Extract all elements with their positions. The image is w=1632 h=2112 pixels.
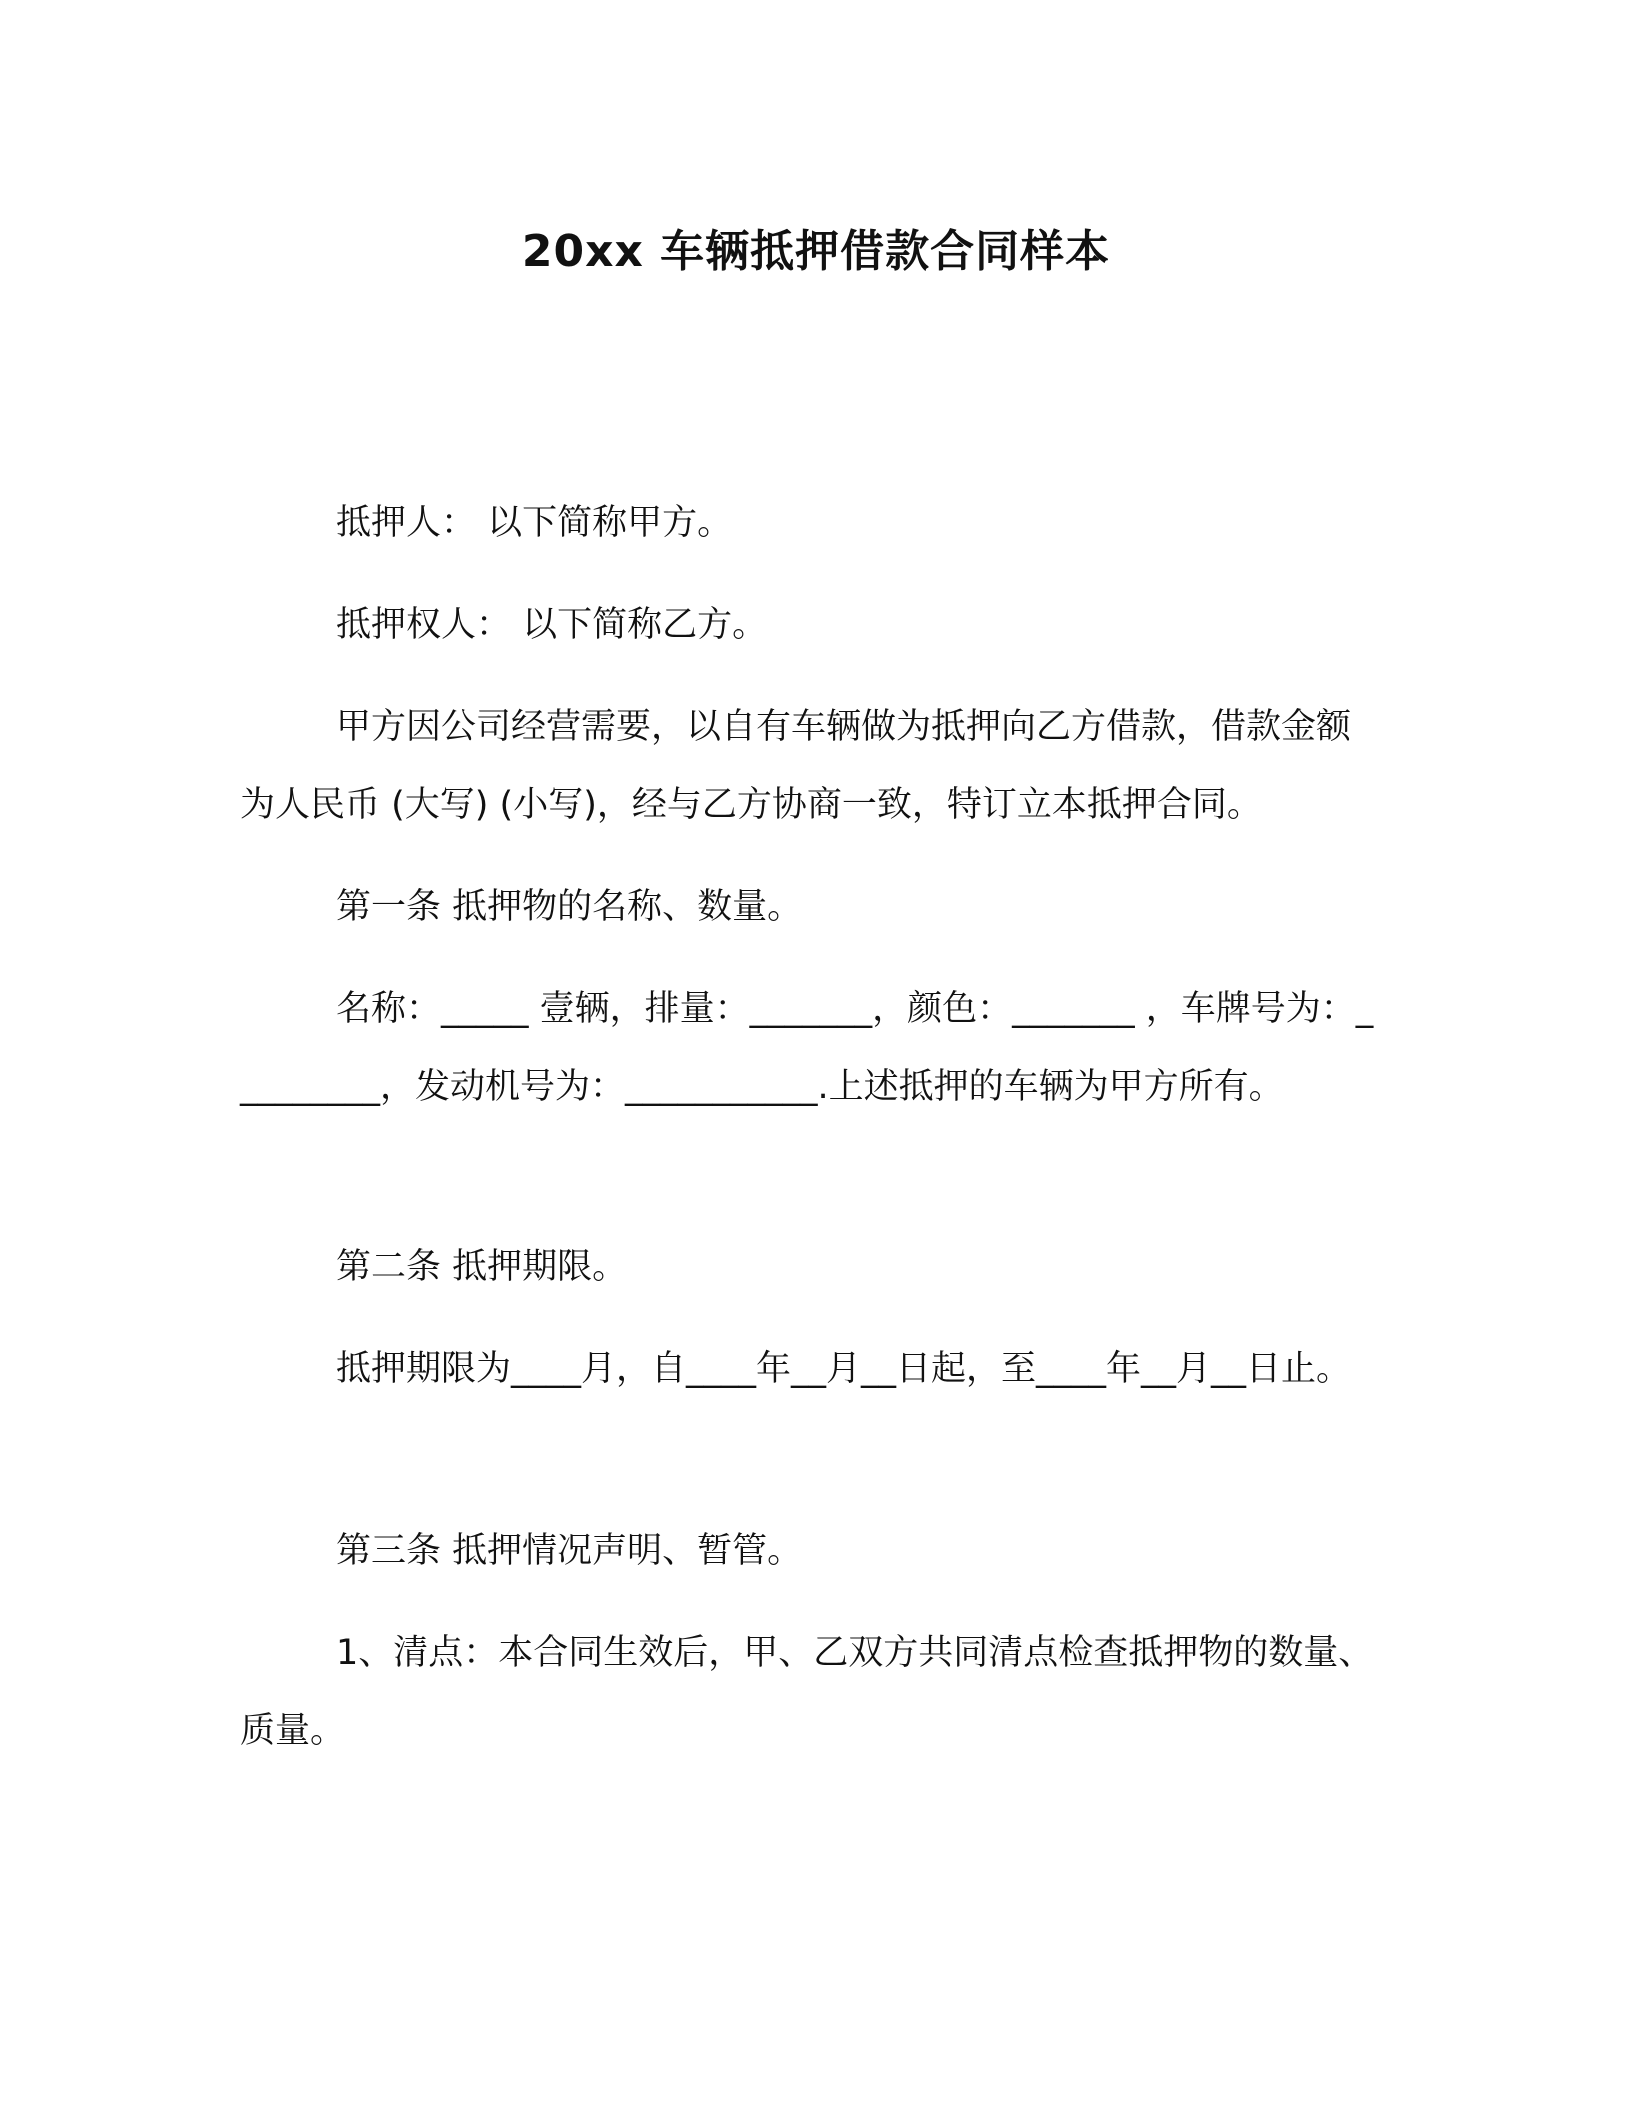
article-3-item-1: 1、清点：本合同生效后，甲、乙双方共同清点检查抵押物的数量、质量。 [240, 1633, 1374, 1751]
article-2-content: 抵押期限为____月，自____年__月__日起，至____年__月__日止。 [336, 1349, 1352, 1389]
article-1-heading: 第一条 抵押物的名称、数量。 [336, 887, 803, 927]
article-1-content: 名称：_____ 壹辆，排量：_______，颜色：_______ ，车牌号为：_________，发动机号为：___________.上述抵押的车辆为甲方所有。 [240, 989, 1374, 1107]
article-3-heading: 第三条 抵押情况声明、暂管。 [336, 1531, 803, 1571]
paragraph-mortgagee: 抵押权人： 以下简称乙方。 [336, 605, 768, 645]
document-title: 20xx 车辆抵押借款合同样本 [521, 226, 1111, 277]
paragraph-purpose: 甲方因公司经营需要，以自有车辆做为抵押向乙方借款，借款金额为人民币 (大写) (小写)，经与乙方协商一致，特订立本抵押合同。 [240, 707, 1352, 825]
article-2-heading: 第二条 抵押期限。 [336, 1247, 628, 1287]
paragraph-mortgagor: 抵押人： 以下简称甲方。 [336, 503, 733, 543]
